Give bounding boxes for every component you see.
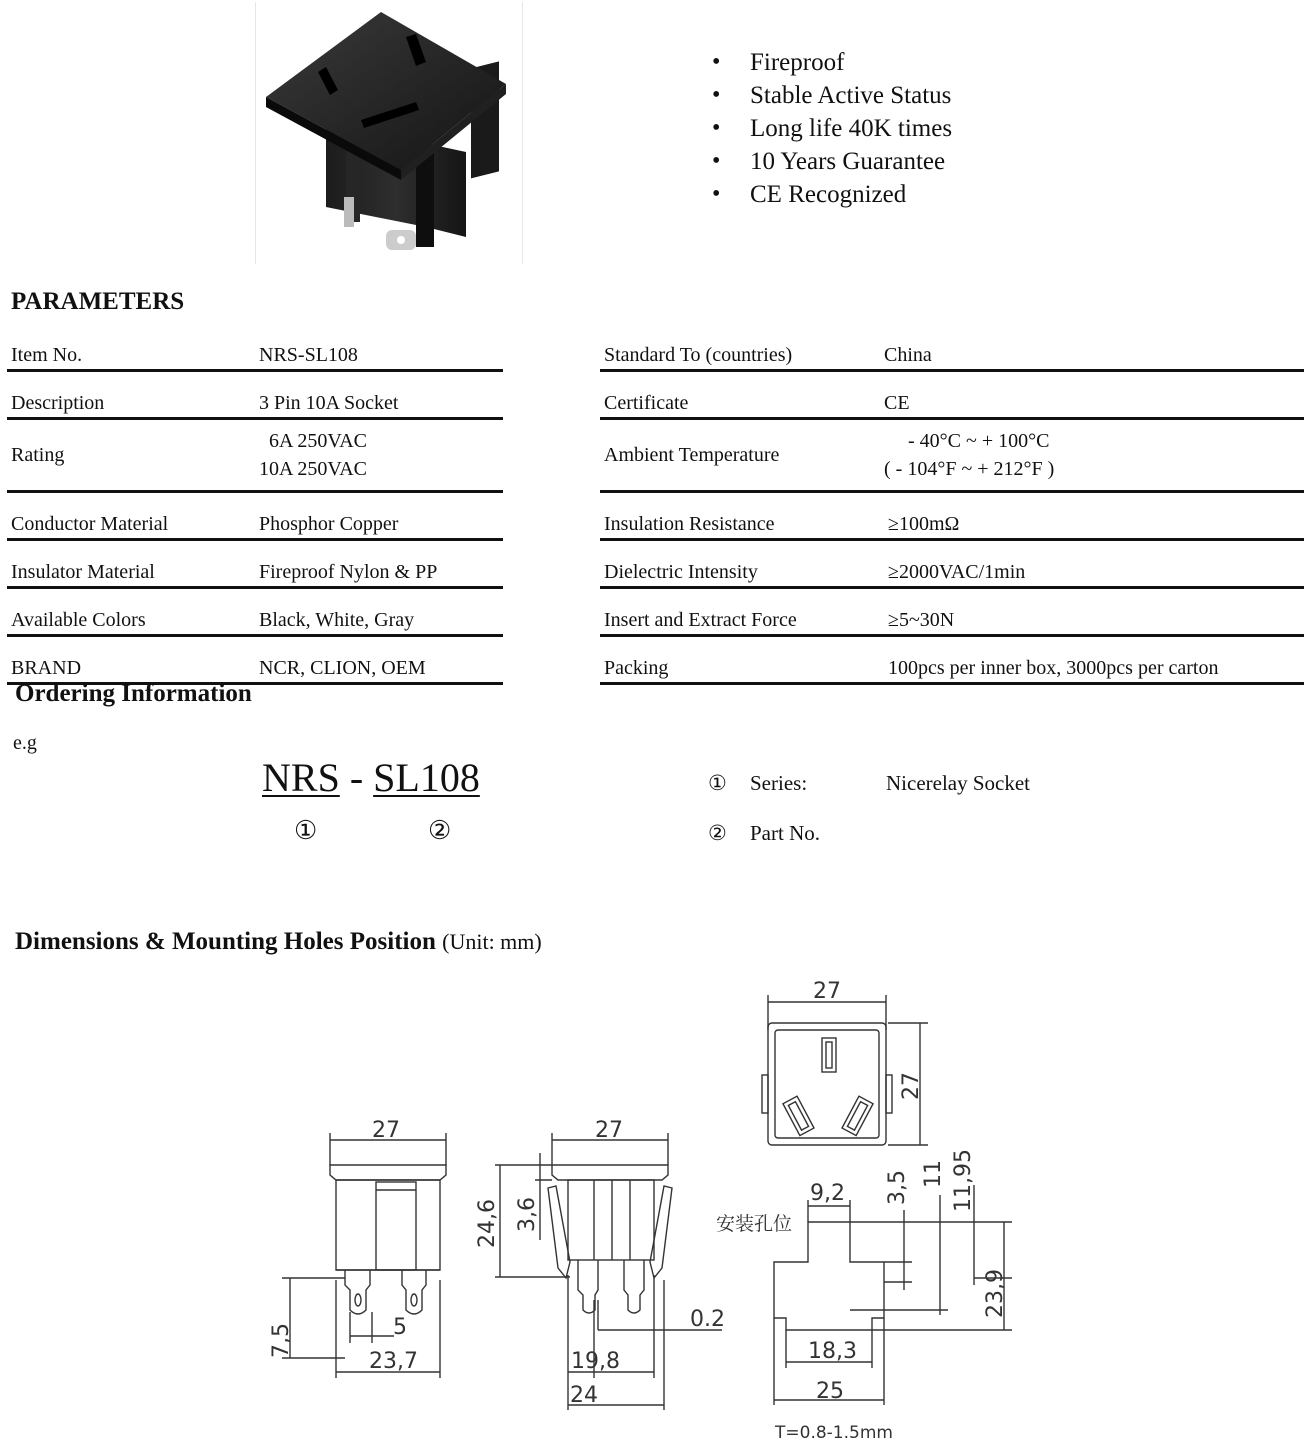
param-label: Packing bbox=[600, 636, 880, 684]
dim-label: 23,7 bbox=[369, 1349, 418, 1374]
param-value: ≥2000VAC/1min bbox=[880, 540, 1304, 588]
legend-label: Series: bbox=[750, 771, 808, 795]
dim-label: 27 bbox=[899, 1072, 924, 1100]
rating-line: 6A 250VAC bbox=[269, 430, 367, 452]
top-view-drawing bbox=[762, 995, 928, 1145]
rating-line: 10A 250VAC bbox=[259, 458, 367, 480]
temperature-line: - 40°C ~ + 100°C bbox=[908, 430, 1050, 452]
dim-label: 23,9 bbox=[983, 1269, 1008, 1318]
feature-item: • Fireproof bbox=[712, 46, 952, 79]
param-value: NRS-SL108 bbox=[255, 323, 503, 371]
feature-item: • CE Recognized bbox=[712, 178, 952, 211]
param-value: ≥5~30N bbox=[880, 588, 1304, 636]
param-label: Description bbox=[7, 371, 255, 419]
dim-label: 5 bbox=[393, 1315, 407, 1340]
param-label: Standard To (countries) bbox=[600, 323, 880, 371]
dim-label: 7,5 bbox=[269, 1323, 294, 1358]
mounting-hole-label: 安装孔位 bbox=[716, 1213, 793, 1235]
dimensions-unit: (Unit: mm) bbox=[442, 929, 542, 954]
code-series: NRS bbox=[262, 755, 340, 800]
marker-2: ② bbox=[428, 816, 452, 845]
param-label: BRAND bbox=[7, 636, 255, 684]
legend-marker: ① bbox=[708, 771, 727, 795]
marker-1: ① bbox=[294, 816, 318, 845]
param-label: Insulator Material bbox=[7, 540, 255, 588]
dim-label: 27 bbox=[595, 1118, 623, 1143]
legend-label: Part No. bbox=[750, 821, 820, 845]
param-value: Fireproof Nylon & PP bbox=[255, 540, 503, 588]
param-label: Conductor Material bbox=[7, 492, 255, 540]
feature-item: • Stable Active Status bbox=[712, 79, 952, 112]
param-label: Insulation Resistance bbox=[600, 492, 880, 540]
code-dash: - bbox=[349, 755, 364, 800]
param-value: Phosphor Copper bbox=[255, 492, 503, 540]
legend-marker: ② bbox=[708, 821, 727, 845]
thickness-note: T=0.8-1.5mm bbox=[775, 1423, 893, 1443]
param-label: Available Colors bbox=[7, 588, 255, 636]
dim-label: 25 bbox=[816, 1379, 844, 1404]
param-label: Insert and Extract Force bbox=[600, 588, 880, 636]
dim-label: 0.2 bbox=[690, 1307, 725, 1332]
code-part-number: SL108 bbox=[373, 755, 480, 800]
param-value: NCR, CLION, OEM bbox=[255, 636, 503, 684]
example-label: e.g bbox=[13, 732, 37, 754]
dim-label: 27 bbox=[372, 1118, 400, 1143]
param-value: 3 Pin 10A Socket bbox=[255, 371, 503, 419]
dim-label: 11 bbox=[921, 1160, 946, 1188]
param-label: Dielectric Intensity bbox=[600, 540, 880, 588]
feature-item: • Long life 40K times bbox=[712, 112, 952, 145]
dim-label: 3,5 bbox=[885, 1170, 910, 1205]
legend-value: Nicerelay Socket bbox=[886, 771, 1031, 795]
dim-label: 24 bbox=[570, 1383, 598, 1408]
param-label: Item No. bbox=[7, 323, 255, 371]
parameters-heading: PARAMETERS bbox=[11, 288, 185, 315]
param-value: ≥100mΩ bbox=[880, 492, 1304, 540]
param-value: Black, White, Gray bbox=[255, 588, 503, 636]
param-value: 100pcs per inner box, 3000pcs per carton bbox=[880, 636, 1304, 684]
dim-label: 3,6 bbox=[515, 1197, 540, 1232]
dim-label: 9,2 bbox=[810, 1181, 845, 1206]
param-value: China bbox=[880, 323, 1304, 371]
param-label: Rating bbox=[7, 419, 255, 492]
dim-label: 11,95 bbox=[951, 1149, 976, 1212]
dim-label: 24,6 bbox=[475, 1199, 500, 1248]
feature-item: • 10 Years Guarantee bbox=[712, 145, 952, 178]
ordering-heading: Ordering Information bbox=[15, 680, 252, 707]
dim-label: 27 bbox=[813, 979, 841, 1004]
dimensions-title: Dimensions & Mounting Holes Position bbox=[15, 928, 436, 955]
param-label: Ambient Temperature bbox=[600, 419, 880, 492]
mounting-hole-drawing bbox=[774, 1185, 1012, 1405]
param-value: CE bbox=[880, 371, 1304, 419]
front-view-drawing bbox=[282, 1133, 446, 1378]
temperature-line: ( - 104°F ~ + 212°F ) bbox=[884, 458, 1055, 480]
param-label: Certificate bbox=[600, 371, 880, 419]
dim-label: 19,8 bbox=[571, 1349, 620, 1374]
dim-label: 18,3 bbox=[808, 1339, 857, 1364]
